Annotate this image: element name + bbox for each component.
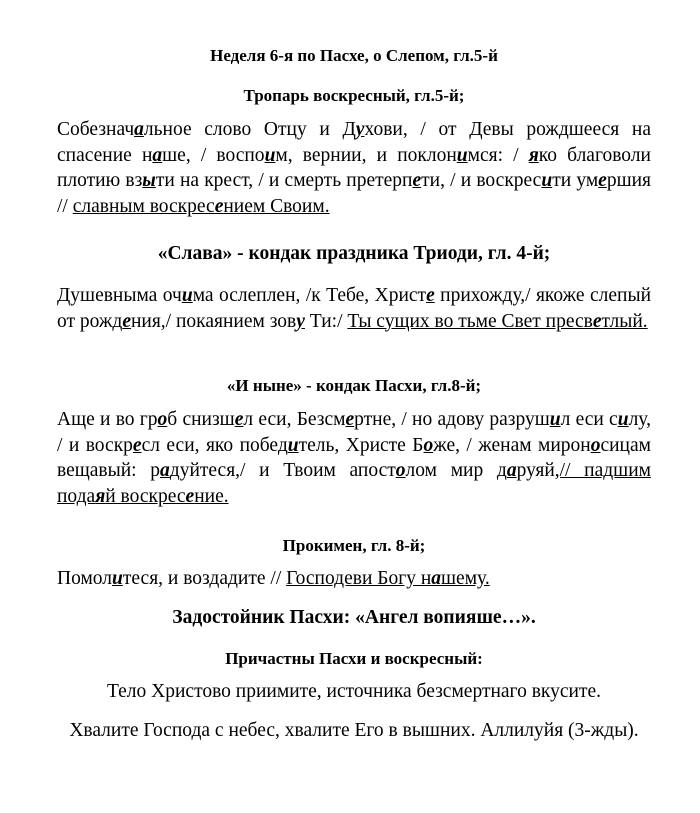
stressed-letter: е (592, 310, 602, 332)
communion-heading: Причастны Пасхи и воскресный: (225, 649, 483, 668)
text-run: тель, Христе Б (298, 434, 424, 456)
underlined-text: Ты сущих во тьме Свет пресв (347, 310, 593, 332)
communion-line-1: Тело Христово приимите, источника безсмертнаго вкусите. (106, 681, 601, 702)
underlined-text: славным воскрес (72, 195, 215, 217)
text-run: л еси, Безсм (243, 409, 346, 430)
text-run: прихожду,/ якоже слепый от рожд (57, 285, 652, 332)
troparion-text (57, 117, 651, 219)
text-run: теся, и воздадите // (122, 568, 287, 589)
text-run: мся: / (467, 144, 529, 166)
text-run: ния,/ покаянием зов (130, 310, 297, 332)
stressed-letter: а (431, 568, 442, 589)
underlined-text: тлый. (601, 310, 648, 332)
text-run: льное слово Отцу и Д (143, 119, 356, 140)
text-run: Душевныма оч (57, 285, 182, 306)
stressed-letter: о (157, 409, 168, 430)
stressed-letter: о (395, 460, 406, 481)
stressed-letter: е (412, 170, 422, 191)
communion-line-2: Хвалите Господа с небес, хвалите Его в вышних. Аллилуйя (3-жды). (69, 720, 639, 741)
stressed-letter: и (264, 144, 276, 166)
document-title: Неделя 6-я по Пасхе, о Слепом, гл.5-й (210, 46, 498, 65)
troparion-heading: Тропарь воскресный, гл.5-й; (243, 86, 465, 105)
stressed-letter: а (134, 119, 144, 140)
stressed-letter: е (122, 310, 131, 332)
text-run: лу, / и воскр (57, 409, 651, 456)
text-run: хови, / от Девы рождшееся на спасение н (57, 119, 651, 166)
text-run: м, вернии, и поклон (275, 144, 457, 166)
text-run: ше, / воспо (162, 144, 265, 166)
text-run: лом мир д (405, 460, 507, 481)
text-run: Собезнач (57, 119, 135, 140)
text-run: б снизш (167, 409, 235, 430)
stressed-letter: я (528, 144, 539, 166)
text-run: ти на крест, / и смерть претерп (155, 170, 413, 191)
underlined-text: й воскрес (105, 485, 186, 507)
text-run: дуйтеся,/ и Твоим апост (169, 460, 396, 481)
text-run: же, / женам мирон (433, 434, 591, 456)
stressed-letter: е (598, 170, 607, 191)
text-run: ти, / и воскрес (421, 170, 542, 191)
text-run: Ти:/ (304, 310, 348, 332)
stressed-letter: е (132, 434, 142, 456)
text-run: л еси с (560, 409, 618, 430)
kontakion-pascha-heading: «И ныне» - кондак Пасхи, гл.8-й; (226, 376, 482, 395)
underlined-text: нием Своим. (223, 195, 330, 217)
zadostoinik-heading: Задостойник Пасхи: «Ангел вопияше…». (172, 607, 536, 628)
text-run: ти ум (552, 170, 599, 191)
underlined-text: ние. (194, 485, 229, 507)
stressed-letter: а (152, 144, 163, 166)
prokeimenon-heading: Прокимен, гл. 8-й; (282, 536, 426, 555)
stressed-letter: о (423, 434, 434, 456)
kontakion-pascha-text (57, 407, 651, 509)
stressed-letter: е (214, 195, 224, 217)
stressed-letter: у (355, 119, 365, 140)
text-run: Аще и во гр (57, 409, 158, 430)
stressed-letter: е (345, 409, 355, 430)
stressed-letter: о (590, 434, 601, 456)
text-run: Помол (57, 568, 113, 589)
stressed-letter: е (234, 409, 244, 430)
underlined-text: ,// падшим пода (57, 460, 651, 507)
stressed-letter: и (456, 144, 468, 166)
stressed-letter: и (617, 409, 629, 430)
kontakion-triodion-heading: «Слава» - кондак праздника Триоди, гл. 4-й; (157, 243, 551, 264)
stressed-letter: и (112, 568, 123, 589)
stressed-letter: и (287, 434, 299, 456)
text-run: ршия // (57, 170, 651, 217)
stressed-letter: а (160, 460, 170, 481)
stressed-letter: е (426, 285, 435, 306)
prokeimenon-text (57, 566, 651, 592)
kontakion-triodion-text (57, 283, 651, 334)
text-run: ма ослеплен, /к Тебе, Христ (192, 285, 427, 306)
stressed-letter: я (95, 485, 106, 507)
text-run: руяй (516, 460, 555, 481)
stressed-letter: а (506, 460, 517, 481)
underlined-text: шему. (441, 568, 490, 589)
text-run: сицам вещавый: р (57, 434, 651, 481)
stressed-letter: ы (142, 170, 156, 191)
stressed-letter: и (181, 285, 193, 306)
stressed-letter: и (549, 409, 561, 430)
text-run: ртне, / но адову разруш (354, 409, 550, 430)
stressed-letter: у (296, 310, 305, 332)
underlined-text: Господеви Богу н (286, 568, 432, 589)
text-run: сл еси, яко побед (141, 434, 288, 456)
text-run: ко благоволи плотию вз (57, 144, 651, 191)
stressed-letter: е (185, 485, 195, 507)
stressed-letter: и (541, 170, 553, 191)
